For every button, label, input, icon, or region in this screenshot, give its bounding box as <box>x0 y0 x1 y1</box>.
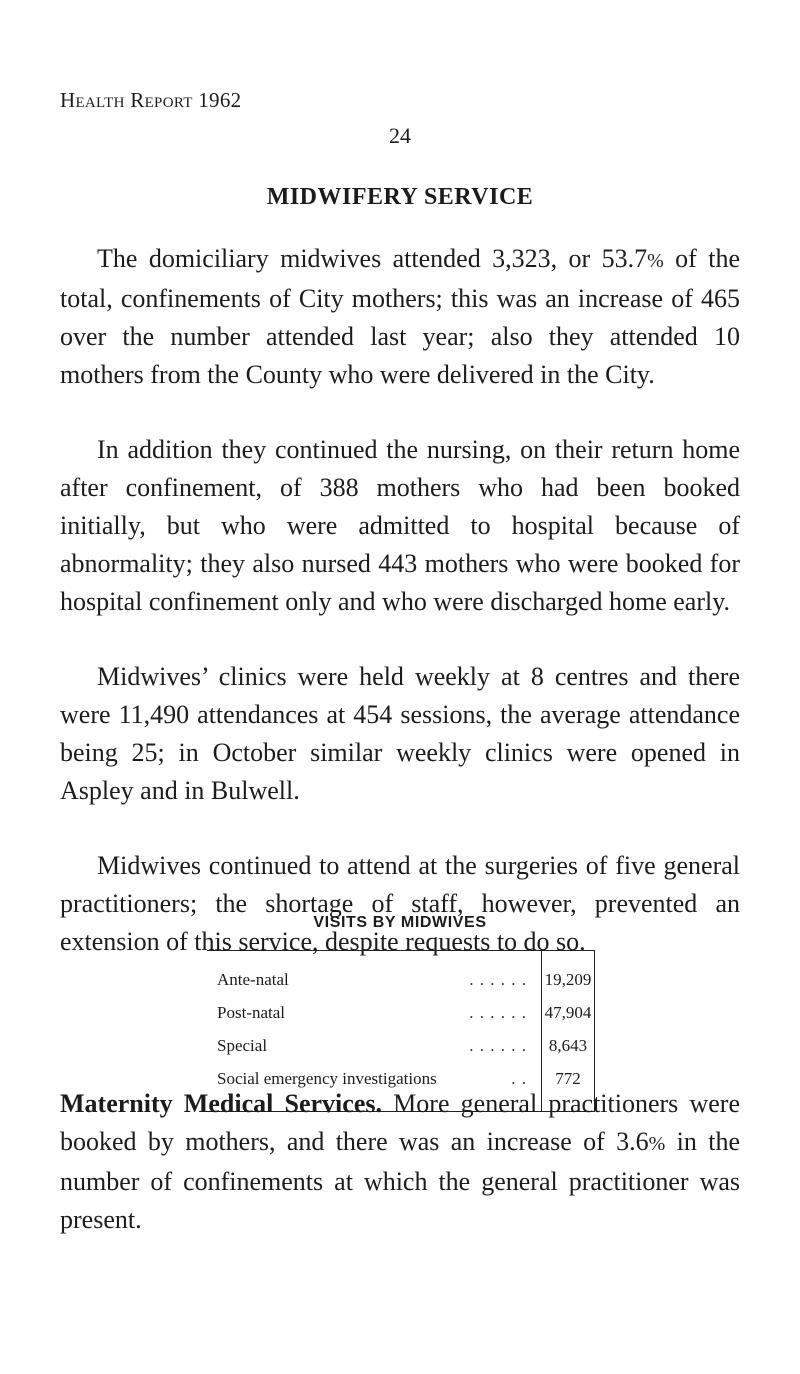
row-value: 8,643 <box>542 1029 595 1062</box>
page-number: 24 <box>389 123 411 148</box>
row-label: Post-natal <box>217 1002 285 1022</box>
paragraph-1-part-b: of the total, confinements of City mothers; this was an increase of 465 over the number attended last year; also they attended 10 mothers from the County who were delivered in the City. <box>60 244 741 389</box>
leader-dots: . . . . . . <box>469 1035 527 1055</box>
row-label: Special <box>217 1035 268 1055</box>
table-title: VISITS BY MIDWIVES <box>313 914 487 931</box>
percent-sign: % <box>647 250 664 272</box>
table-row <box>207 996 595 1029</box>
row-label-cell <box>207 951 542 997</box>
row-label: Ante-natal <box>217 969 289 989</box>
row-value: 772 <box>542 1062 595 1112</box>
body-text <box>60 240 740 998</box>
paragraph-1-part-a: The domiciliary midwives attended 3,323, or 53.7 <box>97 244 648 273</box>
paragraph-1 <box>60 240 740 394</box>
paragraph-2: In addition they continued the nursing, on their return home after confinement, of 388 mothers who had been booked initially, but who were admitted to hospital because of abnormality; they also nursed 443 mothers who were booked for hospital confinement only and who were discharged home early. <box>60 435 740 616</box>
table-row <box>207 1029 595 1062</box>
paragraph-3: Midwives’ clinics were held weekly at 8 centres and there were 11,490 attendances at 454 sessions, the average attendance being 25; in October similar weekly clinics were opened in Aspley and in Bulwell. <box>60 662 740 805</box>
run-in-heading: Maternity Medical Services. <box>60 1089 382 1118</box>
percent-sign: % <box>648 1133 666 1155</box>
row-label-cell <box>207 996 542 1029</box>
leader-dots: . . . . . . <box>469 969 527 989</box>
row-value: 47,904 <box>542 996 595 1029</box>
closing-part-b: in the number of confinements at which the general practitioner was present. <box>60 1127 740 1234</box>
section-title: MIDWIFERY SERVICE <box>266 184 534 210</box>
leader-dots: . . . . . . <box>469 1002 527 1022</box>
closing-part-a: More general practitioners were booked by mothers, and there was an increase of 3.6 <box>60 1089 740 1156</box>
row-label-cell <box>207 1029 542 1062</box>
paragraph-4: Midwives continued to attend at the surgeries of five general practitioners; the shortage of staff, however, prevented an extension of this service, despite requests to do so. <box>60 851 740 956</box>
row-label: Social emergency investigations <box>217 1068 437 1088</box>
running-head: Health Report 1962 <box>60 88 242 112</box>
row-value: 19,209 <box>542 951 595 997</box>
leader-dots: . . <box>511 1068 527 1088</box>
table-row <box>207 951 595 997</box>
closing-paragraph <box>60 1085 740 1239</box>
